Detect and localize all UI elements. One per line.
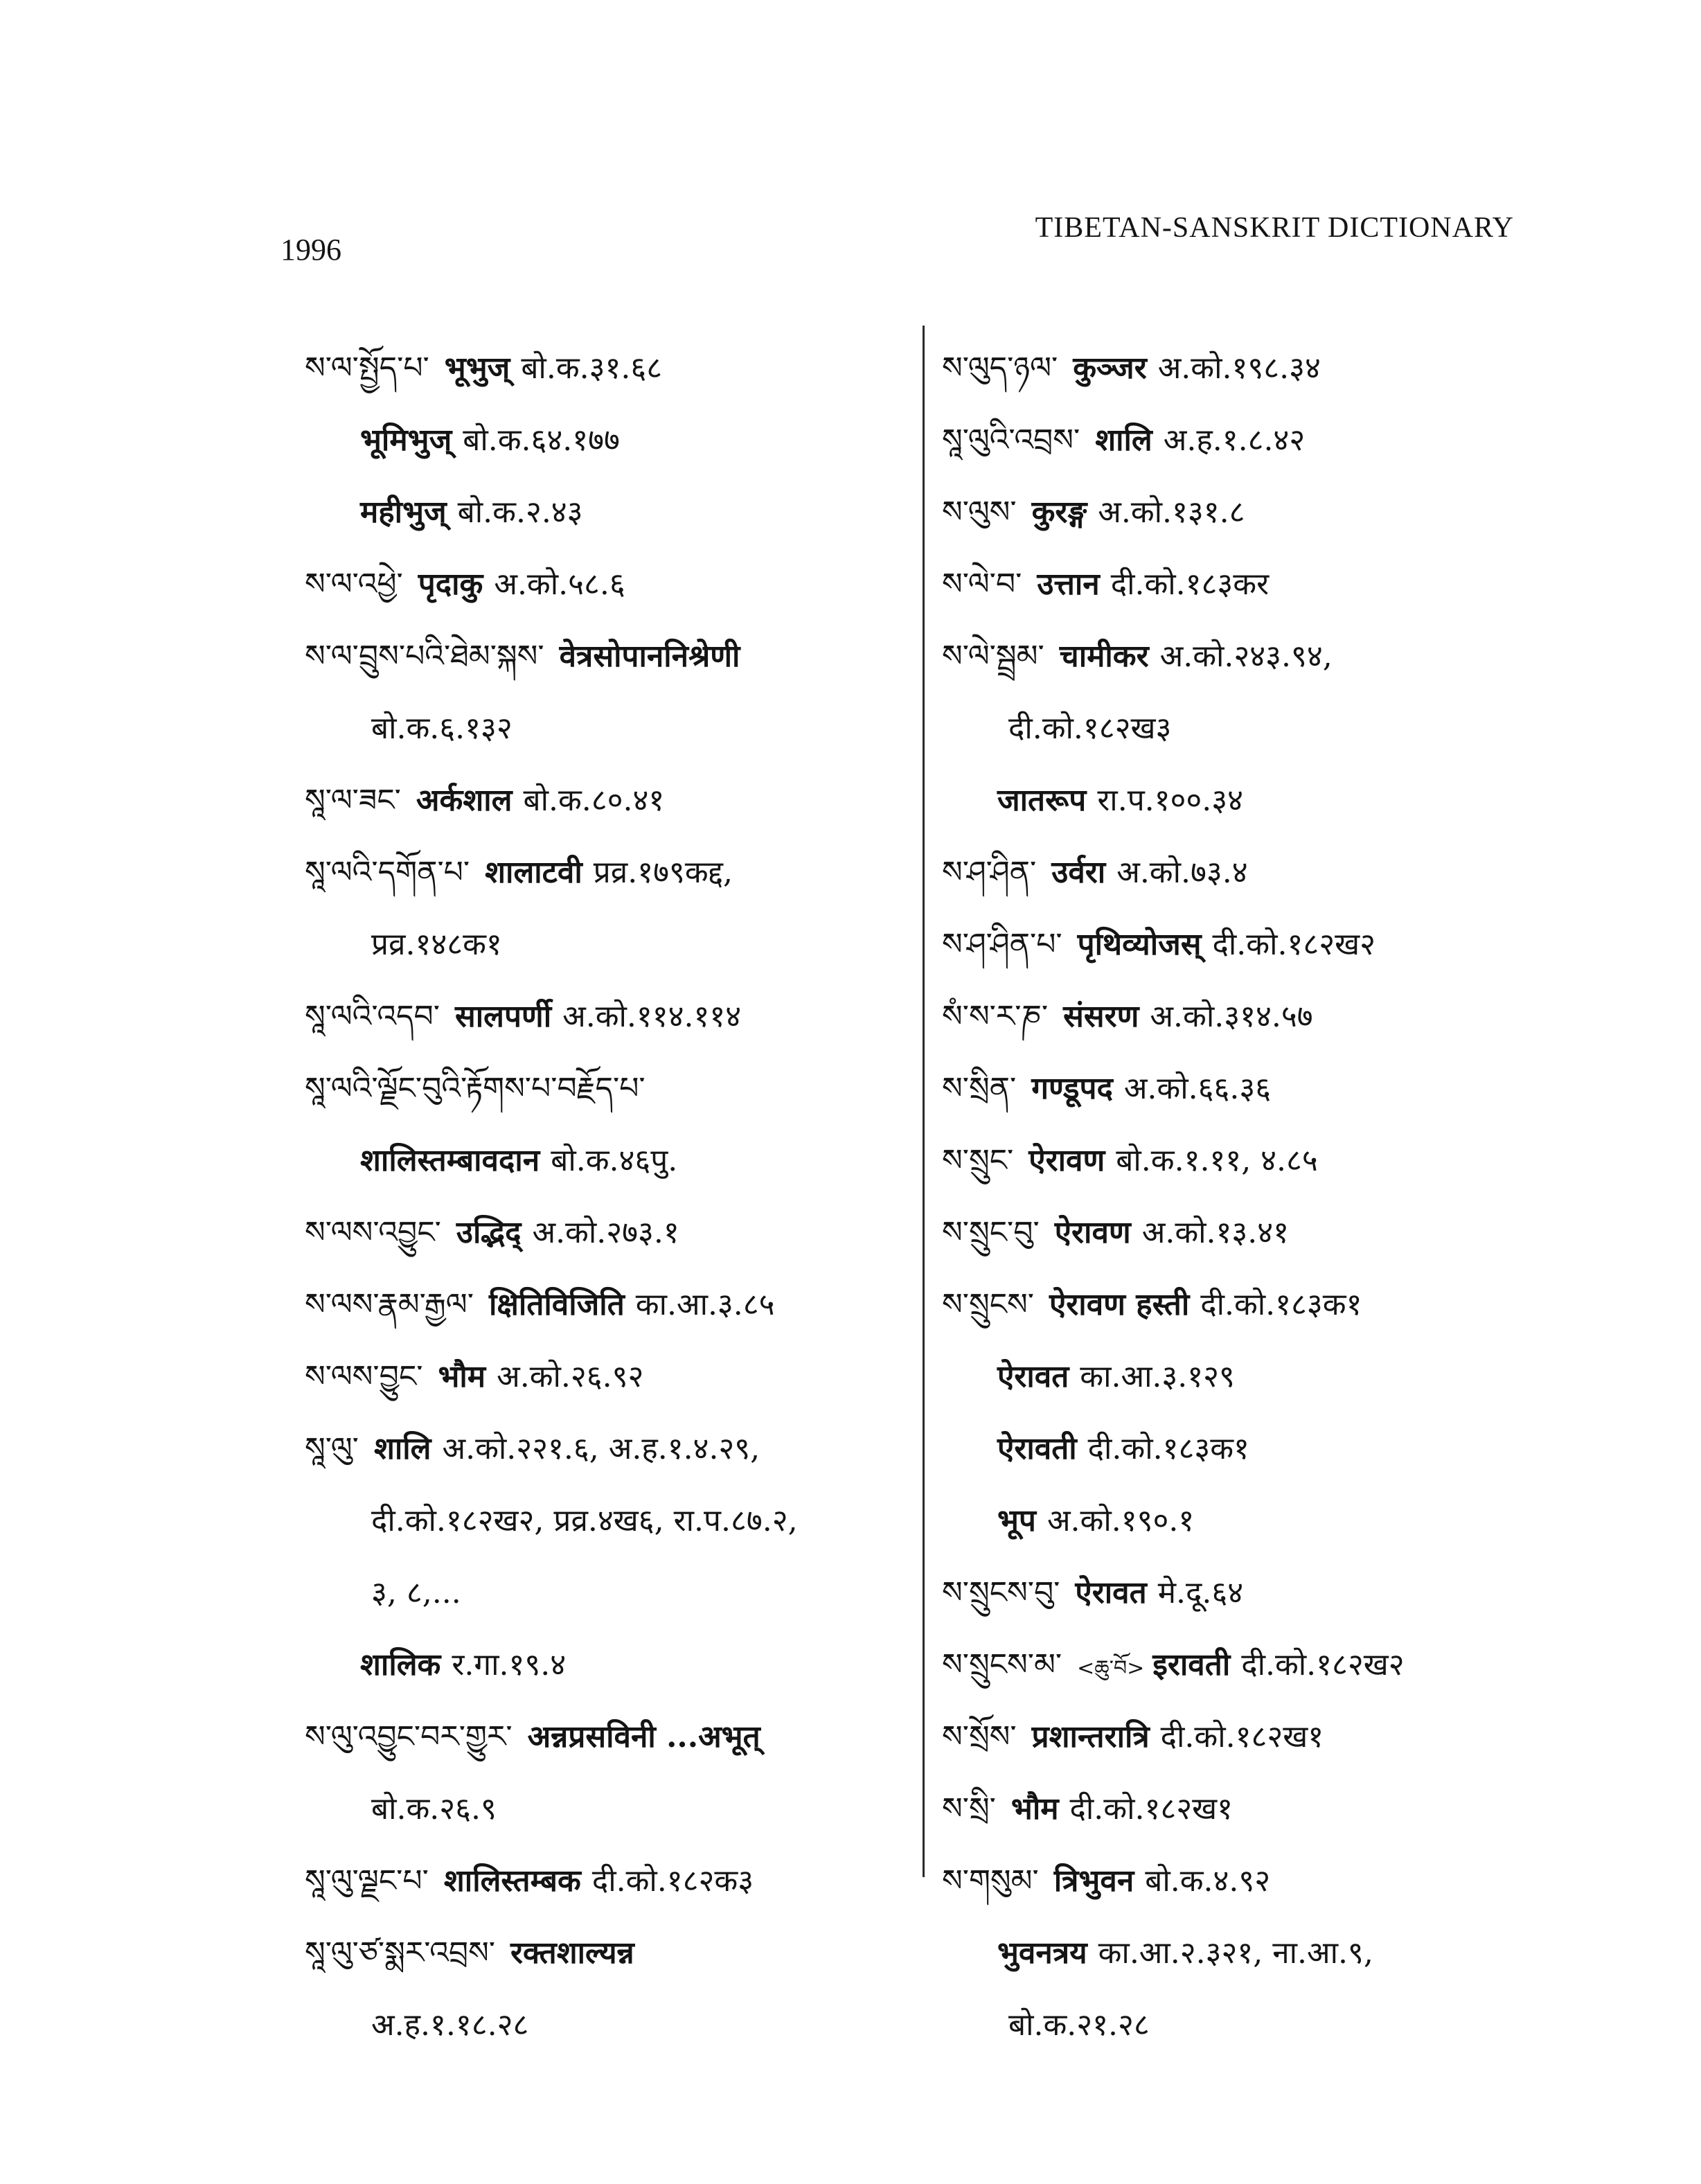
entry-line — [942, 1701, 1531, 1773]
source-reference: अ.ह.१.१८.२८ — [371, 2007, 529, 2043]
source-reference: मे.दू.६४ — [1157, 1575, 1244, 1610]
entry-line — [942, 1845, 1531, 1917]
source-reference: अ.को.७३.४ — [1116, 855, 1248, 890]
tibetan-term: ས་ལས་བྱུང་ — [305, 1359, 423, 1394]
tibetan-term: ས་ལུ་འབྱུང་བར་གྱུར་ — [305, 1719, 513, 1755]
grammar-tag: <ཆུ་བོ> — [1077, 1656, 1145, 1680]
source-reference: अ.को.११४.११४ — [562, 999, 742, 1034]
sanskrit-equivalent: भूमिभुज् — [360, 423, 452, 458]
source-reference: अ.को.५८.६ — [494, 567, 625, 602]
sanskrit-equivalent: शालिक — [360, 1647, 441, 1683]
tibetan-term: སཱ་ལུ་ལྗང་པ་ — [305, 1863, 429, 1899]
entry-line — [942, 1197, 1531, 1269]
source-reference: दी.को.१८२क३ — [591, 1863, 754, 1899]
entry-line — [942, 1557, 1531, 1629]
source-reference: दी.को.१८२ख२ — [1212, 927, 1375, 962]
sanskrit-equivalent: त्रिभुवन — [1053, 1863, 1134, 1899]
right-column — [942, 332, 1531, 2061]
tibetan-term: ས་སྲོས་ — [942, 1719, 1017, 1755]
source-reference: का.आ.३.८५ — [635, 1287, 775, 1322]
tibetan-term: སཱ་ལའི་དགོན་པ་ — [305, 855, 470, 890]
entry-line — [942, 1413, 1531, 1485]
source-reference: का.आ.२.३२१, ना.आ.९, — [1098, 1935, 1373, 1971]
source-reference: दी.को.१८२ख३ — [1008, 711, 1172, 746]
sanskrit-equivalent: महीभुज् — [360, 495, 447, 530]
tibetan-term: ས་ལུད་ཉལ་ — [942, 350, 1058, 386]
source-reference: दी.को.१८२ख१ — [1160, 1719, 1324, 1755]
entry-line — [305, 1773, 907, 1845]
entry-line — [305, 405, 907, 477]
entry-line — [305, 1629, 907, 1701]
sanskrit-equivalent: भौम — [1010, 1791, 1059, 1827]
tibetan-term: སཱ་ལའི་འདབ་ — [305, 999, 440, 1034]
sanskrit-equivalent: उत्तान — [1037, 567, 1100, 602]
tibetan-term: ས་སྲུངས་ — [942, 1287, 1034, 1322]
entry-line — [942, 621, 1531, 693]
sanskrit-equivalent: शालिस्तम्बावदान — [360, 1143, 540, 1178]
entry-line — [305, 621, 907, 693]
entry-line — [305, 1053, 907, 1125]
source-reference: बो.क.२६.९ — [371, 1791, 497, 1827]
sanskrit-equivalent: ऐरावण — [1054, 1215, 1131, 1250]
entry-line — [942, 1269, 1531, 1341]
tibetan-term: ས་ལེ་བ་ — [942, 567, 1022, 602]
tibetan-term: ས་ཤ་ཤིན་ — [942, 855, 1037, 890]
sanskrit-equivalent: चामीकर — [1059, 639, 1149, 674]
source-reference: अ.को.२२१.६, अ.ह.१.४.२९, — [442, 1431, 760, 1466]
source-reference: अ.को.२४३.९४, — [1159, 639, 1333, 674]
entry-line — [305, 1989, 907, 2061]
entry-line — [305, 981, 907, 1053]
entry-line — [942, 477, 1531, 549]
entry-line — [305, 332, 907, 405]
sanskrit-equivalent: गण्डूपद — [1031, 1071, 1113, 1106]
entry-line — [305, 1269, 907, 1341]
sanskrit-equivalent: भूभुज् — [444, 350, 510, 386]
entry-line — [942, 1773, 1531, 1845]
tibetan-term: ས་ལས་རྣམ་རྒྱལ་ — [305, 1287, 474, 1322]
source-reference: अ.को.२७३.१ — [532, 1215, 679, 1250]
entry-line — [942, 1053, 1531, 1125]
entry-line — [305, 693, 907, 765]
entry-line — [942, 837, 1531, 909]
page-number: 1996 — [280, 233, 341, 267]
tibetan-term: ས་ལེ་སྦྲམ་ — [942, 639, 1044, 674]
sanskrit-equivalent: भूप — [997, 1503, 1036, 1538]
entry-line — [942, 981, 1531, 1053]
source-reference: अ.को.१९०.१ — [1047, 1503, 1195, 1538]
sanskrit-equivalent: ऐरावती — [997, 1431, 1077, 1466]
entry-line — [305, 1413, 907, 1485]
tibetan-term: ས་གསུམ་ — [942, 1863, 1039, 1899]
sanskrit-equivalent: शालि — [1095, 423, 1152, 458]
tibetan-term: ས་ལས་འབྱུང་ — [305, 1215, 441, 1250]
source-reference: बो.क.३१.६८ — [521, 350, 663, 386]
sanskrit-equivalent: ऐरावत — [997, 1359, 1069, 1394]
tibetan-term: ས་སྲི་ — [942, 1791, 996, 1827]
sanskrit-equivalent: भुवनत्रय — [997, 1935, 1087, 1971]
source-reference: बो.क.६४.१७७ — [463, 423, 620, 458]
sanskrit-equivalent: उद्भिद् — [456, 1215, 522, 1250]
sanskrit-equivalent: पृदाकु — [418, 567, 483, 602]
sanskrit-equivalent: ऐरावण हस्ती — [1049, 1287, 1190, 1322]
source-reference: अ.को.६६.३६ — [1123, 1071, 1272, 1106]
tibetan-term: སཱ་ལུ་ — [305, 1431, 359, 1466]
tibetan-term: སཱ་ལའི་ལྗོང་བུའི་རྟོགས་པ་བརྗོད་པ་ — [305, 1071, 645, 1106]
entry-line — [305, 765, 907, 837]
source-reference: दी.को.१८३क१ — [1087, 1431, 1249, 1466]
sanskrit-equivalent: शालिस्तम्बक — [443, 1863, 581, 1899]
entry-line — [305, 1845, 907, 1917]
sanskrit-equivalent: शालाटवी — [485, 855, 582, 890]
sanskrit-equivalent: प्रशान्तरात्रि — [1031, 1719, 1150, 1755]
source-reference: बो.क.८०.४१ — [523, 783, 665, 818]
entry-line — [942, 1629, 1531, 1701]
tibetan-term: ས་སྲིན་ — [942, 1071, 1017, 1106]
entry-line — [305, 1125, 907, 1197]
sanskrit-equivalent: उर्वरा — [1051, 855, 1106, 890]
sanskrit-equivalent: क्षितिविजिति — [488, 1287, 625, 1322]
sanskrit-equivalent: इरावती — [1152, 1647, 1231, 1683]
entry-line — [942, 765, 1531, 837]
source-reference: दी.को.१८२ख२ — [1241, 1647, 1405, 1683]
tibetan-term: སཱ་ལ་ཟང་ — [305, 783, 401, 818]
tibetan-term: ས་ལུས་ — [942, 495, 1017, 530]
sanskrit-equivalent: सालपर्णी — [454, 999, 552, 1034]
source-reference: ३, ८,... — [371, 1575, 461, 1610]
entry-line — [305, 477, 907, 549]
source-reference: बो.क.२१.२८ — [1008, 2007, 1150, 2043]
tibetan-term: སཾ་ས་ར་ཎ་ — [942, 999, 1049, 1034]
entry-line — [942, 1125, 1531, 1197]
tibetan-term: ས་ལ་འཕྱེ་ — [305, 567, 403, 602]
entry-line — [942, 1989, 1531, 2061]
sanskrit-equivalent: ऐरावण — [1028, 1143, 1105, 1178]
column-divider — [923, 326, 925, 1877]
entry-line — [305, 1197, 907, 1269]
tibetan-term: ས་ལ་སྤྱོད་པ་ — [305, 350, 429, 386]
left-column — [305, 332, 907, 2061]
source-reference: दी.को.१८३कर — [1110, 567, 1270, 602]
source-reference: प्रव्र.१७९कद्द, — [593, 855, 733, 890]
entry-line — [305, 1917, 907, 1989]
sanskrit-equivalent: वेत्रसोपाननिश्रेणी — [559, 639, 740, 674]
source-reference: बो.क.६.१३२ — [371, 711, 513, 746]
sanskrit-equivalent: भौम — [438, 1359, 486, 1394]
tibetan-term: ས་སྲུངས་བུ་ — [942, 1575, 1060, 1610]
tibetan-term: སཱ་ལུ་ཙ་སྨར་འབྲས་ — [305, 1935, 496, 1971]
entry-line — [942, 1917, 1531, 1989]
entry-line — [942, 332, 1531, 405]
source-reference: प्रव्र.१४८क१ — [371, 927, 502, 962]
entry-line — [942, 405, 1531, 477]
running-head: TIBETAN-SANSKRIT DICTIONARY — [1035, 212, 1514, 244]
sanskrit-equivalent: कुरङ्ग — [1031, 495, 1087, 530]
entry-line — [305, 909, 907, 981]
entry-line — [305, 1701, 907, 1773]
entry-line — [305, 1485, 907, 1557]
source-reference: अ.ह.१.८.४२ — [1163, 423, 1306, 458]
tibetan-term: ས་ཤ་ཤིན་པ་ — [942, 927, 1062, 962]
entry-line — [942, 909, 1531, 981]
entry-line — [305, 1557, 907, 1629]
source-reference: दी.को.१८३क१ — [1200, 1287, 1362, 1322]
sanskrit-equivalent: कुञ्जर — [1073, 350, 1147, 386]
entry-line — [942, 549, 1531, 621]
source-reference: का.आ.३.१२९ — [1080, 1359, 1235, 1394]
source-reference: बो.क.४.९२ — [1145, 1863, 1271, 1899]
sanskrit-equivalent: रक्तशाल्यन्न — [510, 1935, 634, 1971]
tibetan-term: ས་སྲུང་བུ་ — [942, 1215, 1040, 1250]
source-reference: रा.प.१००.३४ — [1097, 783, 1244, 818]
source-reference: दी.को.१८२ख१ — [1069, 1791, 1233, 1827]
source-reference: बो.क.४६पु. — [551, 1143, 678, 1178]
source-reference: बो.क.२.४३ — [457, 495, 583, 530]
entry-line — [305, 1341, 907, 1413]
tibetan-term: ས་སྲུངས་མ་ — [942, 1647, 1062, 1683]
source-reference: दी.को.१८२ख२, प्रव्र.४ख६, रा.प.८७.२, — [371, 1503, 798, 1538]
entry-line — [305, 837, 907, 909]
sanskrit-equivalent: ऐरावत — [1075, 1575, 1147, 1610]
sanskrit-equivalent: शालि — [373, 1431, 431, 1466]
tibetan-term: ས་སྲུང་ — [942, 1143, 1014, 1178]
sanskrit-equivalent: संसरण — [1063, 999, 1139, 1034]
entry-line — [942, 693, 1531, 765]
sanskrit-equivalent: पृथिव्योजस् — [1077, 927, 1202, 962]
source-reference: अ.को.१३१.८ — [1098, 495, 1245, 530]
sanskrit-equivalent: अर्कशाल — [416, 783, 513, 818]
sanskrit-equivalent: जातरूप — [997, 783, 1087, 818]
entry-line — [305, 549, 907, 621]
entry-line — [942, 1485, 1531, 1557]
tibetan-term: ས་ལ་བྲུས་པའི་ཐེམ་སྐས་ — [305, 639, 544, 674]
tibetan-term: སཱ་ལུའི་འབྲས་ — [942, 423, 1080, 458]
source-reference: अ.को.३१४.५७ — [1150, 999, 1313, 1034]
source-reference: अ.को.१९८.३४ — [1157, 350, 1321, 386]
sanskrit-equivalent: अन्नप्रसविनी ...अभूत् — [527, 1719, 760, 1755]
source-reference: अ.को.१३.४१ — [1141, 1215, 1290, 1250]
source-reference: र.गा.१९.४ — [452, 1647, 567, 1683]
source-reference: अ.को.२६.९२ — [497, 1359, 644, 1394]
entry-line — [942, 1341, 1531, 1413]
source-reference: बो.क.१.११, ४.८५ — [1116, 1143, 1318, 1178]
